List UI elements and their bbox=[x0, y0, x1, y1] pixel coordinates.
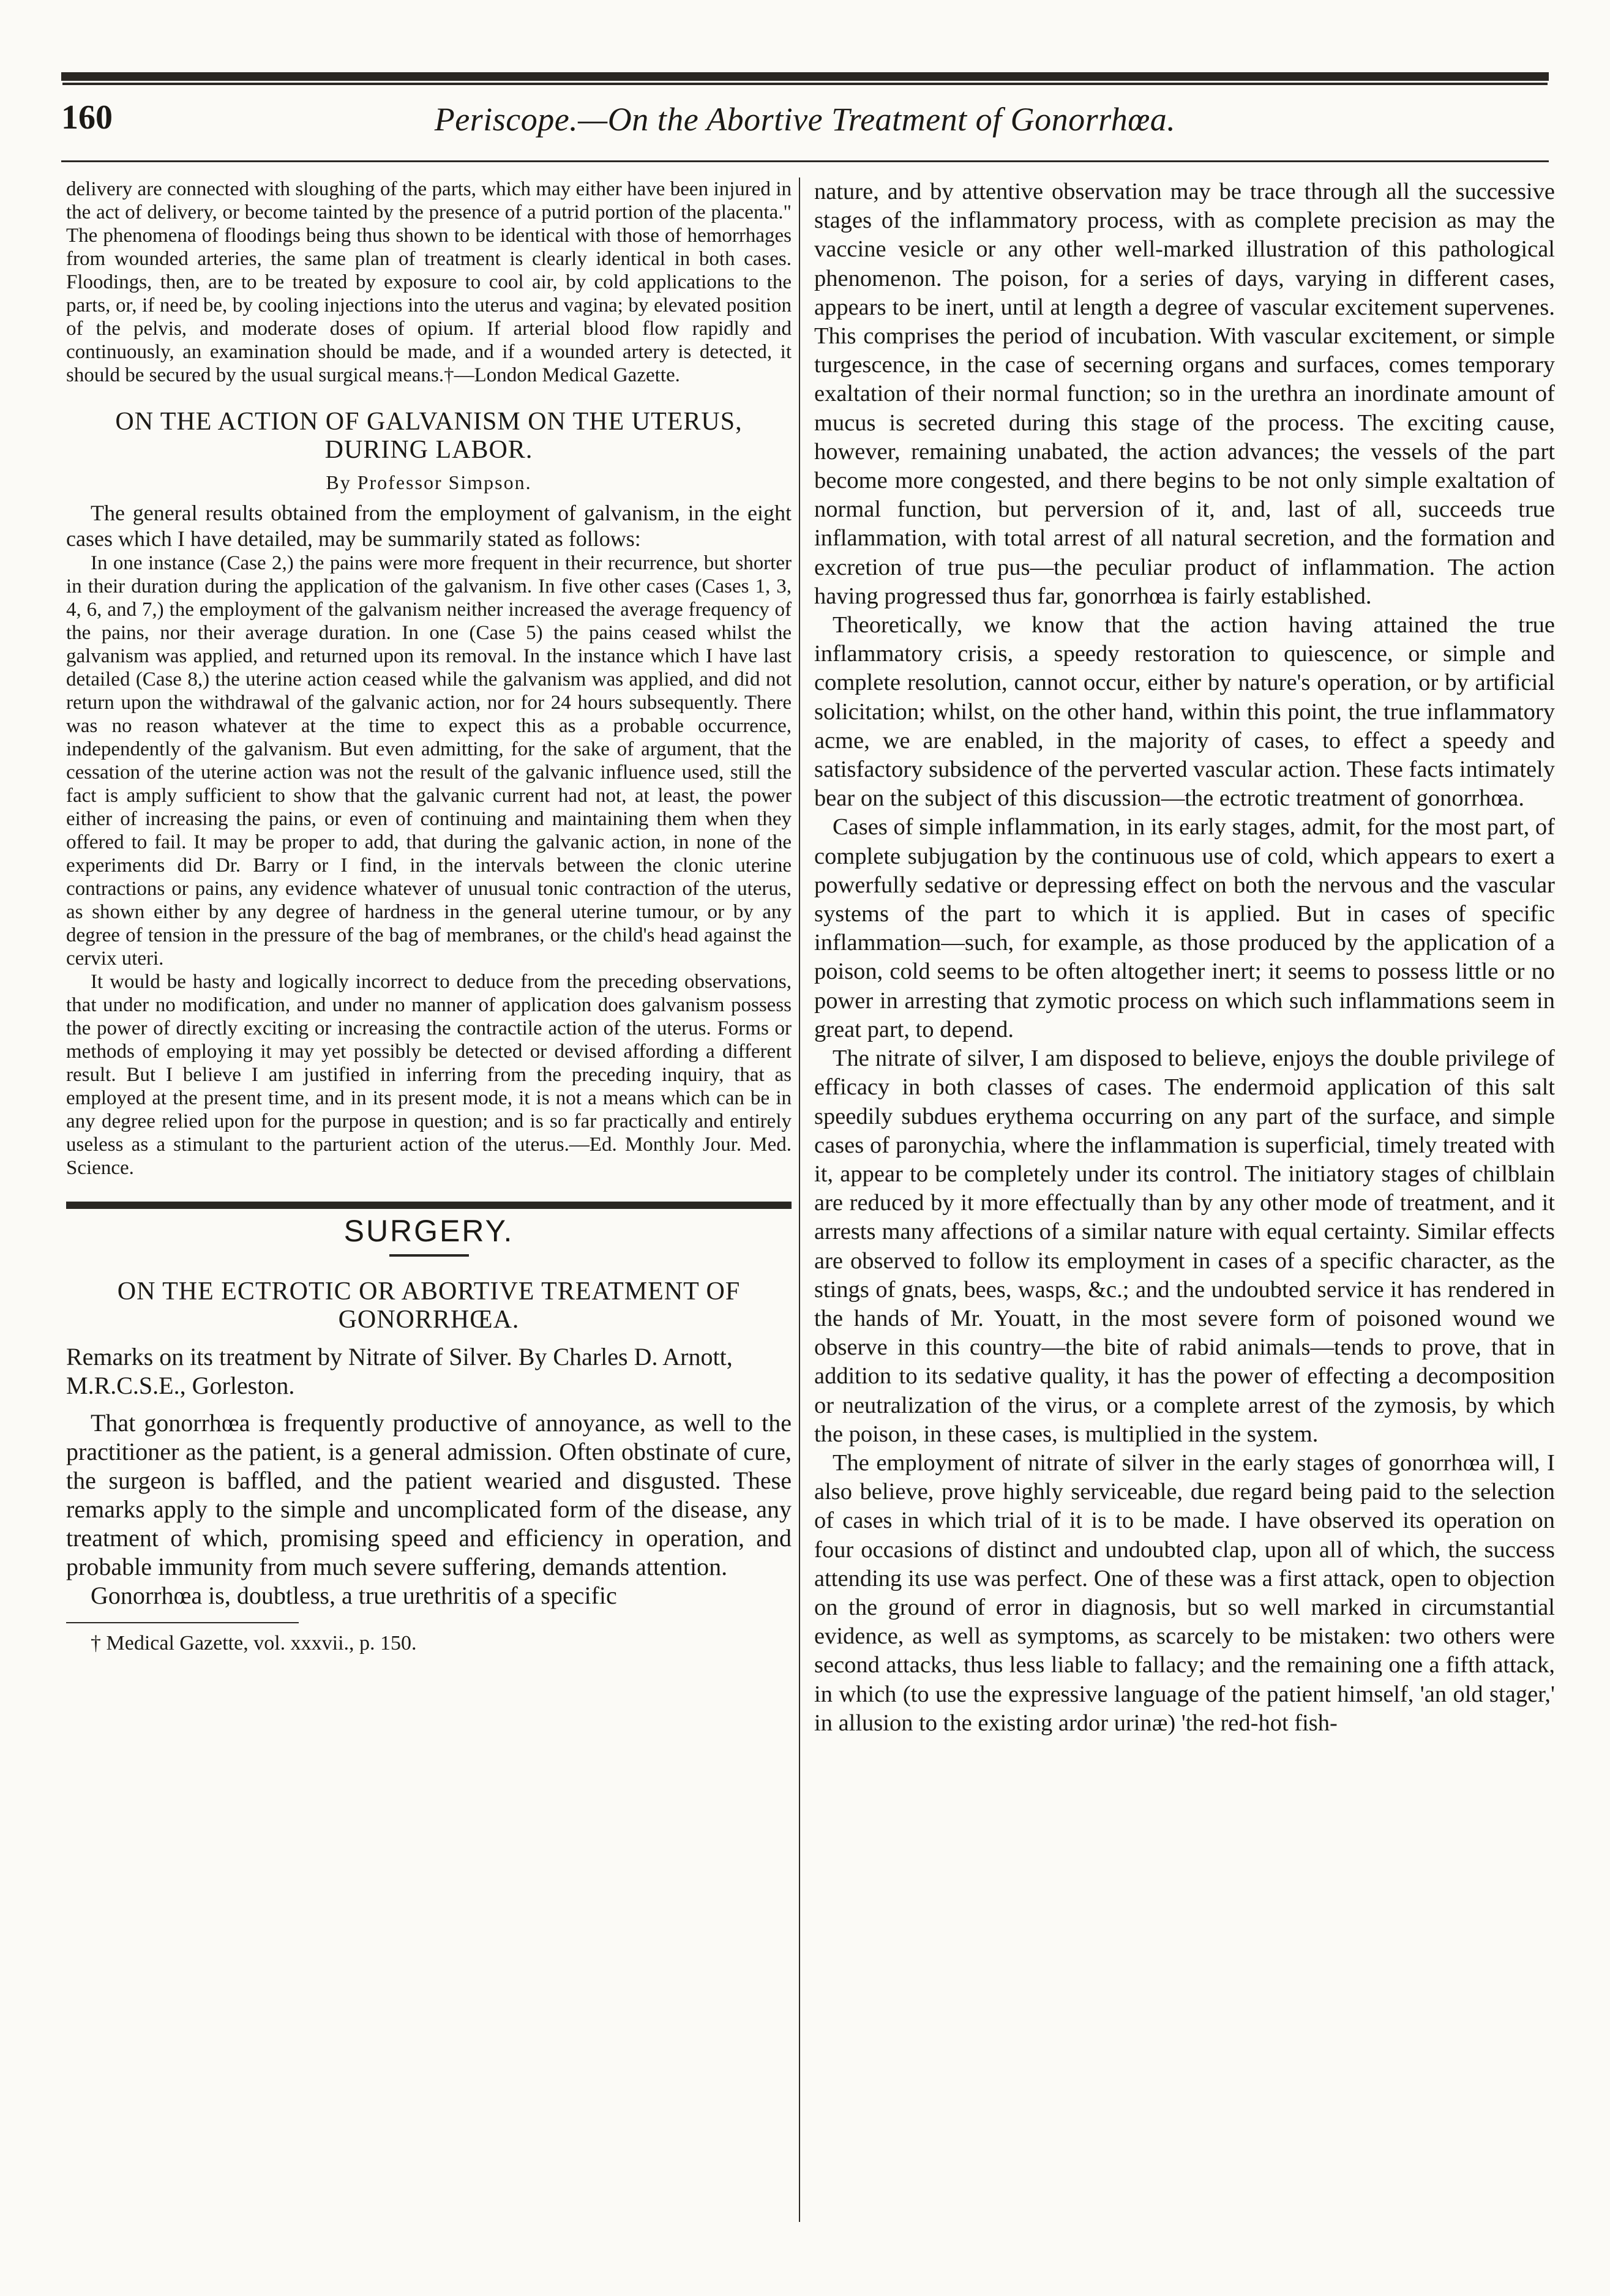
running-title: Periscope.—On the Abortive Treatment of Gonorrhœa. bbox=[434, 101, 1176, 138]
page-header bbox=[61, 92, 1549, 147]
galvanism-paragraph-1: In one instance (Case 2,) the pains were more frequent in their recurrence, but shorter in their duration during the application of the galvanism. In five other cases (Cases 1, 3, 4, 6, and 7,) the employment of the galvanism neither increased the average frequency of the pains, nor their average duration. In one (Case 5) the pains ceased whilst the galvanism was applied, and returned upon its removal. In the instance which I have last detailed (Case 8,) the uterine action ceased while the galvanism was applied, and did not return upon the withdrawal of the galvanic action, nor for 24 hours subsequently. There was no reason whatever at the time to expect this as a probable occurrence, independently of the galvanism. But even admitting, for the sake of argument, that the cessation of the uterine action was not the result of the galvanic influence used, still the fact is amply sufficient to show that the galvanic current had not, at least, the power either of increasing the pains, or even of continuing and maintaining them when they offered to fail. It may be proper to add, that during the galvanic action, in none of the experiments did Dr. Barry or I find, in the intervals between the clonic uterine contractions or pains, any evidence whatever of unusual tonic contraction of the uterus, as shown either by any degree of hardness in the general uterine tumour, or by any degree of tension in the pressure of the bag of membranes, or the child's head against the cervix uteri. bbox=[66, 552, 792, 970]
gonorrhoea-paragraph-2: Gonorrhœa is, doubtless, a true urethritis of a specific bbox=[91, 1582, 617, 1609]
right-paragraph-5: The employment of nitrate of silver in the early stages of gonorrhœa will, I also believe, prove highly serviceable, due regard being paid to the selection of cases in which trial of it is to be made. I have observed its operation on four occasions of distinct and undoubted clap, upon all of which, the success attending its use was perfect. One of these was a first attack, open to objection on the ground of error in diagnosis, but so well marked in circumstantial evidence, as well as symptoms, as scarcely to be mistaken: two others were second attacks, thus less liable to fallacy; and the remaining one a fifth attack, in which (to use the expressive language of the patient himself, 'an old stager,' in allusion to the existing ardor urinæ) 'the red-hot fish- bbox=[814, 1449, 1555, 1736]
right-paragraph-1: nature, and by attentive observation may be trace through all the successive stages of the inflammatory process, with as complete precision as may the vaccine vesicle or any other well-marked illustration of this pathological phenomenon. The poison, for a series of days, varying in different cases, appears to be inert, until at length a degree of vascular excitement supervenes. This comprises the period of incubation. With vascular excitement, or simple turgescence, in the case of secerning organs and surfaces, comes temporary exaltation of their normal function; so in the urethra an inordinate amount of mucus is secreted during this stage of the process. The exciting cause, however, remaining unabated, the action advances; the vessels of the part become more congested, and there begins to be not only simple exaltation of normal function, but perversion of it, and, last of all, succeeds true inflammation, with total arrest of all natural secretion, and the formation and excretion of true pus—the peculiar product of inflammation. The action having progressed thus far, gonorrhœa is fairly established. bbox=[814, 179, 1555, 609]
gonorrhoea-paragraph-1: That gonorrhœa is frequently productive of annoyance, as well to the practitioner as the patient, is a general admission. Often obstinate of cure, the surgeon is baffled, and the patient wearied and disgusted. These remarks apply to the simple and uncomplicated form of the disease, any treatment of which, promising speed and efficiency in operation, and probable immunity from much severe suffering, demands attention. bbox=[66, 1409, 792, 1580]
footnote: † Medical Gazette, vol. xxxvii., p. 150. bbox=[91, 1632, 417, 1655]
top-border-rule bbox=[61, 72, 1549, 83]
right-paragraph-3: Cases of simple inflammation, in its early stages, admit, for the most part, of complete subjugation by the continuous use of cold, which appears to exert a powerfully sedative or depressing effect on both the nervous and the vascular systems of the part to which it is applied. But in cases of specific inflammation—such, for example, as those produced by the application of a poison, cold seems to be often altogether inert; it seems to possess little or no power in arresting that zymotic process on which such inflammations seem in great part, to depend. bbox=[814, 814, 1555, 1042]
right-column bbox=[814, 178, 1555, 2235]
left-column bbox=[66, 178, 792, 2235]
article-title-gonorrhoea: ON THE ECTROTIC OR ABORTIVE TREATMENT OF GONORRHŒA. bbox=[117, 1277, 741, 1334]
surgery-rule bbox=[66, 1202, 792, 1209]
article-byline-simpson: By Professor Simpson. bbox=[326, 471, 532, 493]
right-paragraph-4: The nitrate of silver, I am disposed to believe, enjoys the double privilege of efficacy in both classes of cases. The endermoid application of this salt speedily subdues erythema occurring on any part of the surface, and simple cases of paronychia, where the inflammation is superficial, timely treated with it, appear to be completely under its control. The initiatory stages of chilblain are reduced by it more effectually than by any other mode of treatment, and it arrests many affections of a similar nature with equal certainty. Similar effects are observed to follow its employment in cases of a specific character, as the stings of gnats, bees, wasps, &c.; and the undoubted service it has rendered in the hands of Mr. Youatt, in the most severe form of poisoned wound we observe in this country—the bite of rabid animals—tends to prove, that in addition to its sedative quality, it has the power of effecting a decomposition or neutralization of the virus, or a complete arrest of the zymosis, by which the poison, in these cases, is multiplied in the system. bbox=[814, 1045, 1555, 1447]
article-remarks-arnott: Remarks on its treatment by Nitrate of Silver. By Charles D. Arnott, M.R.C.S.E., Gorleston. bbox=[66, 1343, 733, 1399]
opening-paragraph: delivery are connected with sloughing of the parts, which may either have been injured in the act of delivery, or become tainted by the presence of a putrid portion of the placenta." The phenomena of floodings being thus shown to be identical with those of hemorrhages from wounded arteries, the same plan of treatment is clearly identical in both cases. Floodings, then, are to be treated by exposure to cool air, by cold applications to the parts, or, if need be, by cooling injections into the uterus and vagina; by elevated position of the pelvis, and moderate doses of opium. If arterial blood flow rapidly and continuously, an examination should be made, and if a wounded artery is detected, it should be secured by the usual surgical means.†—London Medical Gazette. bbox=[66, 178, 792, 386]
right-paragraph-2: Theoretically, we know that the action having attained the true inflammatory crisis, a speedy restoration to quiescence, or simple and complete resolution, cannot occur, either by nature's operation, or by artificial solicitation; whilst, on the other hand, within this point, the true inflammatory acme, we are enabled, in the majority of cases, to effect a speedy and satisfactory subsidence of the perverted vascular action. These facts intimately bear on the subject of this discussion—the ectrotic treatment of gonorrhœa. bbox=[814, 612, 1555, 812]
galvanism-paragraph-2: It would be hasty and logically incorrect to deduce from the preceding observations, that under no modification, and under no manner of application does galvanism possess the power of directly exciting or increasing the contractile action of the uterus. Forms or methods of employing it may yet possibly be detected or devised affording a different result. But I believe I am justified in inferring from the preceding inquiry, that as employed at the present time, and in its present mode, it is not a means which can be in any degree relied upon for the purpose in question; and is so far practically and entirely useless as a stimulant to the parturient action of the uterus.—Ed. Monthly Jour. Med. Science. bbox=[66, 970, 792, 1179]
article-title-galvanism: ON THE ACTION OF GALVANISM ON THE UTERUS, DURING LABOR. bbox=[115, 408, 743, 464]
surgery-heading: SURGERY. bbox=[343, 1213, 514, 1248]
page-number: 160 bbox=[61, 99, 113, 136]
header-rule bbox=[61, 160, 1549, 162]
galvanism-intro: The general results obtained from the employment of galvanism, in the eight cases which I have detailed, may be summarily stated as follows: bbox=[66, 500, 792, 551]
surgery-section-header bbox=[66, 1202, 792, 1257]
surgery-short-rule bbox=[389, 1254, 469, 1257]
column-divider bbox=[799, 178, 800, 2222]
footnote-rule bbox=[66, 1622, 299, 1623]
